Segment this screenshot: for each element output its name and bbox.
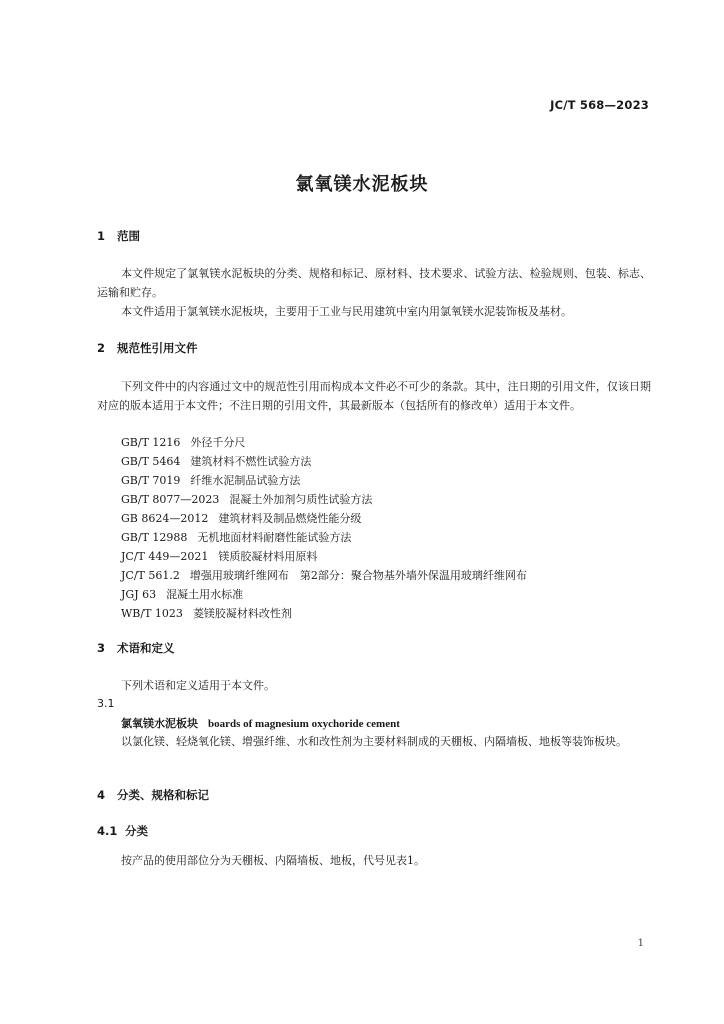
reference-code: GB/T 1216	[121, 436, 181, 449]
reference-name: 外径千分尺	[190, 436, 246, 449]
reference-code: GB/T 7019	[121, 474, 181, 487]
section-4-heading	[97, 787, 209, 803]
reference-item	[121, 528, 351, 547]
scope-paragraph-1: 本文件规定了氯氧镁水泥板块的分类、规格和标记、原材料、技术要求、试验方法、检验规则、包装、标志、运输和贮存。	[97, 267, 651, 299]
term-number: 3.1	[97, 697, 115, 710]
reference-name: 镁质胶凝材料用原料	[218, 550, 318, 563]
reference-code: JGJ 63	[121, 588, 157, 601]
reference-item	[121, 490, 372, 509]
subsection-number: 4.1	[97, 824, 118, 838]
section-number: 4	[97, 788, 106, 802]
term-english: boards of magnesium oxychoride cement	[208, 718, 400, 730]
reference-name: 混凝土外加剂匀质性试验方法	[229, 493, 373, 506]
section-title: 规范性引用文件	[117, 341, 198, 355]
reference-name: 增强用玻璃纤维网布 第2部分：聚合物基外墙外保温用玻璃纤维网布	[189, 569, 527, 582]
standard-number: JC/T 568—2023	[550, 98, 649, 112]
reference-item	[121, 585, 243, 604]
page-number: 1	[637, 938, 644, 949]
scope-paragraph-2: 本文件适用于氯氧镁水泥板块，主要用于工业与民用建筑中室内用氯氧镁水泥装饰板及基材。	[121, 305, 572, 318]
reference-name: 混凝土用水标准	[166, 588, 244, 601]
reference-code: JC/T 561.2	[121, 569, 180, 582]
subsection-title: 分类	[125, 824, 148, 838]
reference-name: 纤维水泥制品试验方法	[190, 474, 301, 487]
reference-item	[121, 452, 311, 471]
term-definition: 以氯化镁、轻烧氧化镁、增强纤维、水和改性剂为主要材料制成的天棚板、内隔墙板、地板等装饰板块。	[121, 735, 627, 748]
reference-code: JC/T 449—2021	[121, 550, 209, 563]
reference-item	[121, 566, 527, 585]
reference-name: 建筑材料不燃性试验方法	[190, 455, 312, 468]
reference-code: WB/T 1023	[121, 607, 183, 620]
reference-code: GB/T 8077—2023	[121, 493, 220, 506]
reference-item	[121, 471, 300, 490]
reference-name: 建筑材料及制品燃烧性能分级	[218, 512, 362, 525]
reference-name: 无机地面材料耐磨性能试验方法	[197, 531, 352, 544]
reference-code: GB/T 5464	[121, 455, 181, 468]
term-entry	[121, 715, 400, 731]
term-chinese: 氯氧镁水泥板块	[121, 717, 198, 730]
references-intro: 下列文件中的内容通过文中的规范性引用而构成本文件必不可少的条款。其中，注日期的引用文件，仅该日期对应的版本适用于本文件；不注日期的引用文件，其最新版本（包括所有的修改单）适用于本文件。	[97, 380, 651, 412]
document-title: 氯氧镁水泥板块	[295, 174, 429, 195]
reference-name: 菱镁胶凝材料改性剂	[192, 607, 292, 620]
section-title: 分类、规格和标记	[117, 788, 209, 802]
section-1-heading	[97, 228, 140, 244]
section-number: 1	[97, 229, 106, 243]
classification-paragraph: 按产品的使用部位分为天棚板、内隔墙板、地板，代号见表1。	[121, 854, 425, 867]
reference-code: GB 8624—2012	[121, 512, 209, 525]
section-number: 3	[97, 641, 106, 655]
section-2-heading	[97, 340, 198, 356]
subsection-4-1-heading	[97, 823, 148, 839]
section-title: 范围	[117, 229, 140, 243]
section-title: 术语和定义	[117, 641, 175, 655]
section-number: 2	[97, 341, 106, 355]
reference-item	[121, 547, 317, 566]
reference-item	[121, 433, 245, 452]
terms-intro: 下列术语和定义适用于本文件。	[121, 679, 275, 692]
reference-item	[121, 509, 361, 528]
section-3-heading	[97, 640, 175, 656]
reference-item	[121, 604, 292, 623]
reference-code: GB/T 12988	[121, 531, 188, 544]
